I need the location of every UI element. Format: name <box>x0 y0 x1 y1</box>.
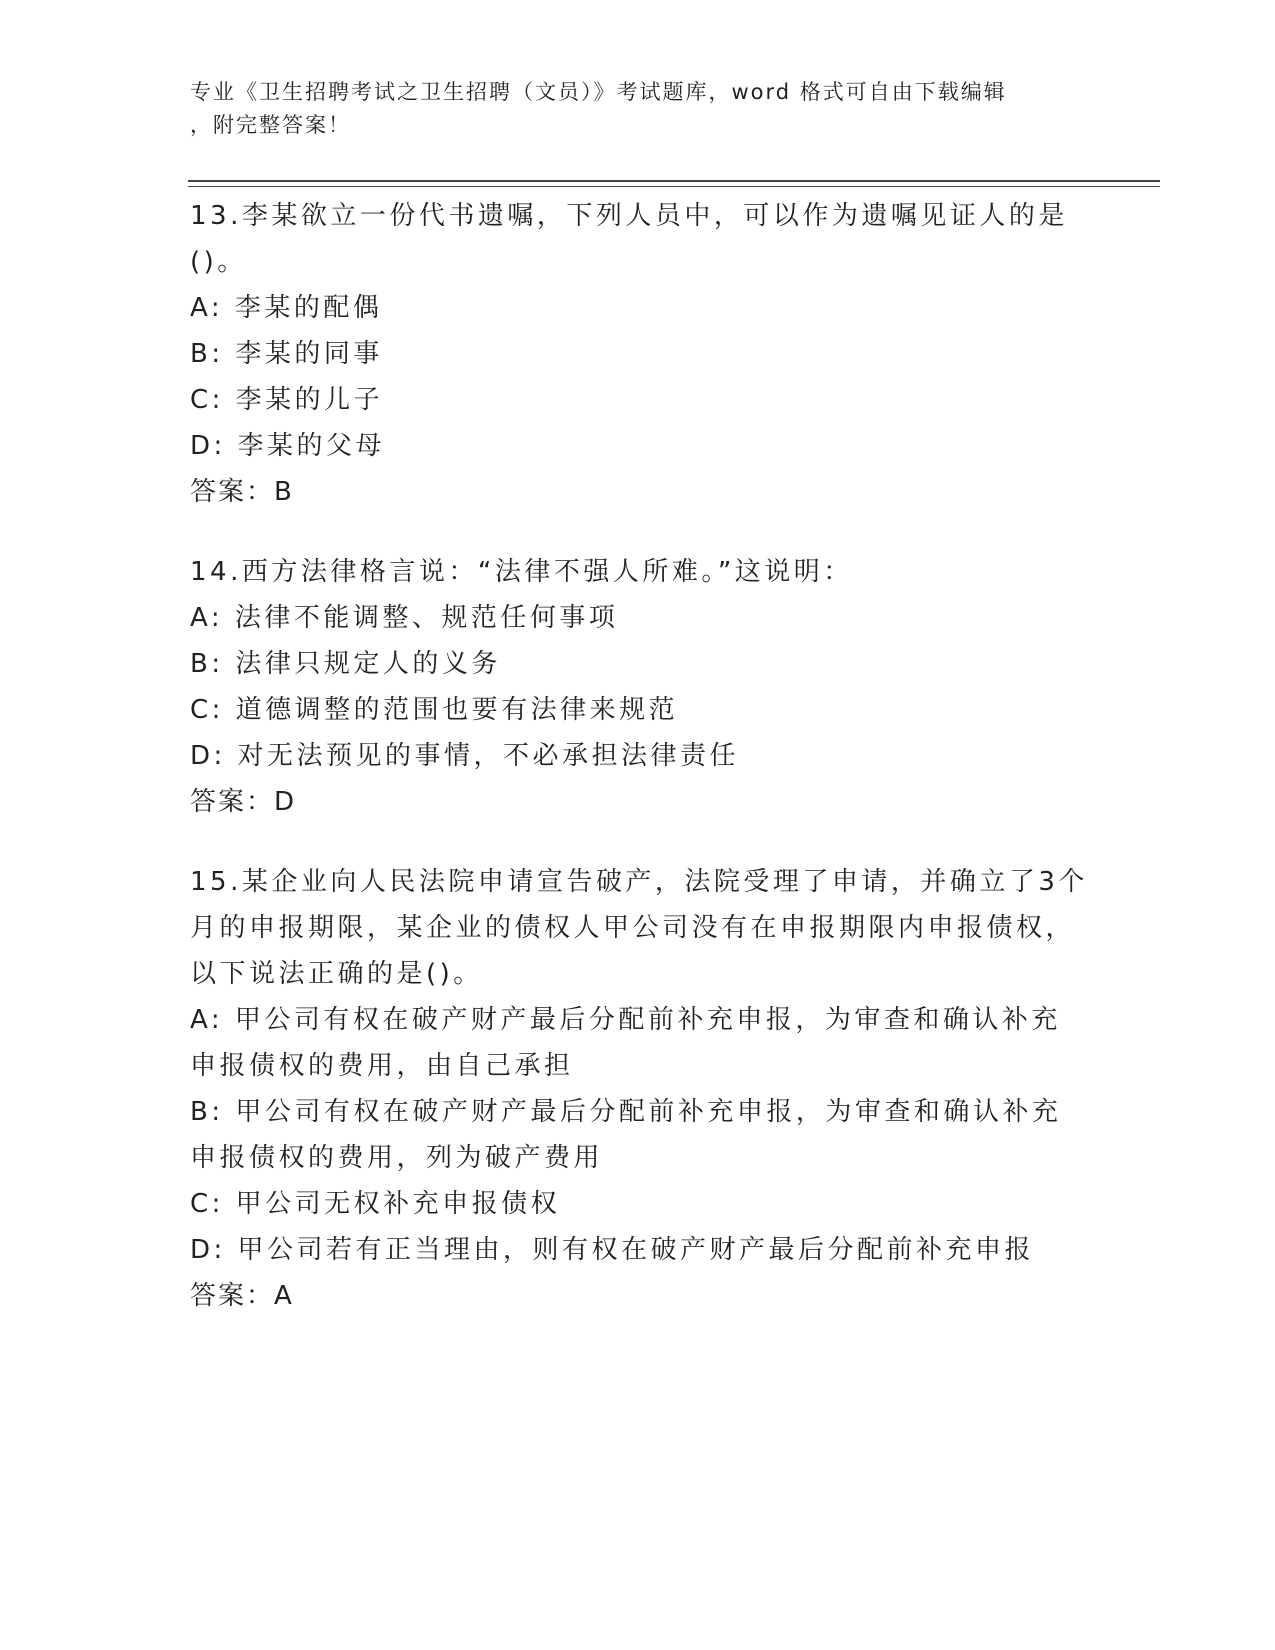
answer-line: 答案：A <box>190 1281 294 1311</box>
header-divider-thick <box>188 180 1160 182</box>
option-c: C: 李某的儿子 <box>190 385 384 415</box>
question-15 <box>190 859 1090 1319</box>
question-text: 15.某企业向人民法院申请宣告破产，法院受理了申请，并确立了3个月的申报期限，某企业的债权人甲公司没有在申报期限内申报债权，以下说法正确的是()。 <box>190 867 1088 989</box>
option-a: A: 甲公司有权在破产财产最后分配前补充申报，为审查和确认补充申报债权的费用，由自己承担 <box>190 1005 1061 1081</box>
header-line-1: 专业《卫生招聘考试之卫生招聘（文员）》考试题库，word 格式可自由下载编辑 <box>190 80 1007 104</box>
header-divider-thin <box>188 186 1160 187</box>
option-b: B: 法律只规定人的义务 <box>190 649 501 679</box>
option-d: D: 对无法预见的事情，不必承担法律责任 <box>190 741 740 771</box>
question-14 <box>190 549 1090 825</box>
question-list <box>190 193 1090 1353</box>
answer-line: 答案：B <box>190 477 294 507</box>
option-a: A: 法律不能调整、规范任何事项 <box>190 603 619 633</box>
option-c: C: 道德调整的范围也要有法律来规范 <box>190 695 679 725</box>
question-text: 13.李某欲立一份代书遗嘱，下列人员中，可以作为遗嘱见证人的是()。 <box>190 201 1068 277</box>
option-c: C: 甲公司无权补充申报债权 <box>190 1189 561 1219</box>
answer-line: 答案：D <box>190 787 297 817</box>
document-header <box>190 76 1080 142</box>
option-a: A: 李某的配偶 <box>190 293 383 323</box>
option-b: B: 李某的同事 <box>190 339 383 369</box>
option-d: D: 李某的父母 <box>190 431 386 461</box>
question-13 <box>190 193 1090 515</box>
question-text: 14.西方法律格言说：“法律不强人所难。”这说明： <box>190 557 853 587</box>
option-d: D: 甲公司若有正当理由，则有权在破产财产最后分配前补充申报 <box>190 1235 1035 1265</box>
option-b: B: 甲公司有权在破产财产最后分配前补充申报，为审查和确认补充申报债权的费用，列为破产费用 <box>190 1097 1062 1173</box>
header-line-2: ，附完整答案！ <box>190 113 351 137</box>
